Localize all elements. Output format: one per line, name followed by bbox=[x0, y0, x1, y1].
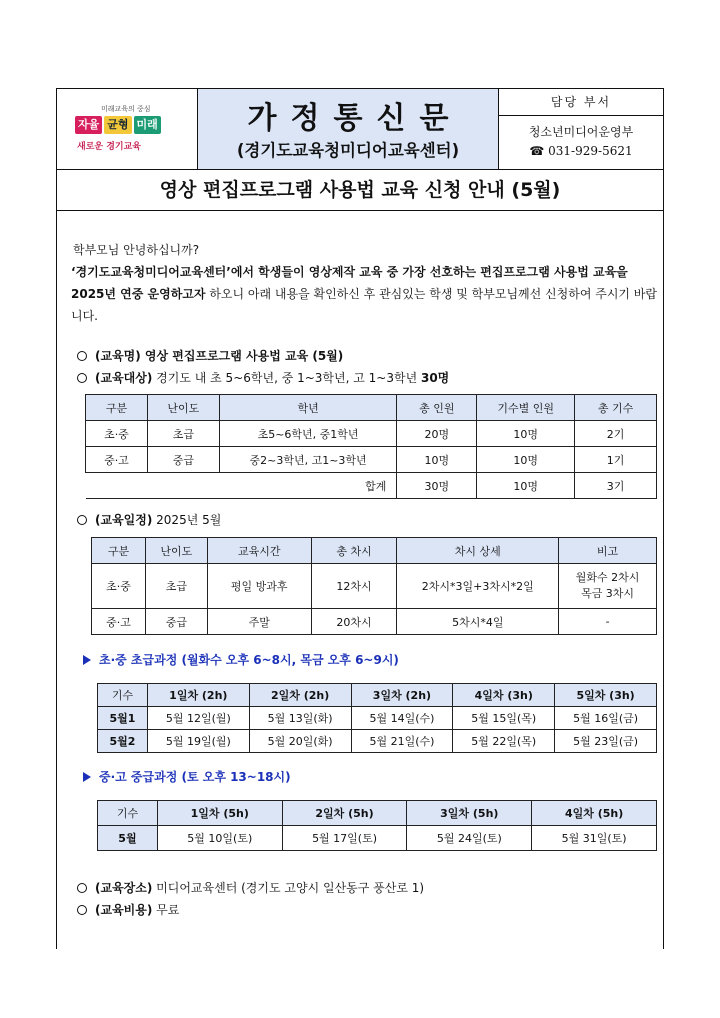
logo-tagline: 미래교육의 중심 bbox=[101, 105, 151, 113]
greeting-text: 학부모님 안녕하십니까? bbox=[73, 243, 200, 257]
column-header: 2일차 (5h) bbox=[282, 801, 407, 826]
table-cell: 5월 15일(목) bbox=[453, 707, 555, 730]
header bbox=[57, 89, 663, 169]
page-subtitle: (경기도교육청미디어교육센터) bbox=[236, 141, 460, 160]
table-cell: 5월1 bbox=[98, 707, 148, 730]
course-title-middle-high bbox=[83, 768, 291, 785]
table-cell: 2기 bbox=[575, 421, 657, 447]
column-header: 차시 상세 bbox=[397, 538, 559, 564]
column-header: 기수별 인원 bbox=[477, 395, 575, 421]
item-label: (교육대상) bbox=[95, 371, 153, 385]
column-header: 비고 bbox=[559, 538, 657, 564]
department-phone: ☎ 031-929-5621 bbox=[529, 144, 633, 158]
table-header-row bbox=[98, 684, 657, 707]
table-cell: 5월 23일(금) bbox=[555, 730, 657, 753]
circle-bullet-icon bbox=[77, 373, 87, 383]
table-row bbox=[98, 707, 657, 730]
course-title-text: 초·중 초급과정 (월화수 오후 6~8시, 목금 오후 6~9시) bbox=[99, 653, 399, 667]
column-header: 총 인원 bbox=[397, 395, 477, 421]
item-label: (교육명) bbox=[95, 349, 141, 363]
table-cell: 5월 bbox=[98, 826, 158, 851]
table-cell: 5월 10일(토) bbox=[157, 826, 282, 851]
schedule-table bbox=[91, 537, 657, 635]
item-count: 30명 bbox=[420, 371, 450, 385]
item-value: 2025년 5월 bbox=[152, 513, 222, 527]
column-header: 총 차시 bbox=[311, 538, 397, 564]
item-label: (교육일정) bbox=[95, 513, 153, 527]
item-value: 영상 편집프로그램 사용법 교육 (5월) bbox=[140, 349, 344, 363]
column-header: 3일차 (2h) bbox=[351, 684, 453, 707]
column-header: 1일차 (2h) bbox=[147, 684, 249, 707]
item-schedule bbox=[77, 511, 221, 528]
table-cell: 주말 bbox=[207, 609, 311, 635]
item-label: (교육장소) bbox=[95, 881, 153, 895]
logo-words bbox=[75, 116, 161, 134]
circle-bullet-icon bbox=[77, 515, 87, 525]
newsletter-page bbox=[56, 88, 664, 949]
table-cell: - bbox=[559, 609, 657, 635]
table-cell: 중급 bbox=[145, 609, 207, 635]
logo-word: 자율 bbox=[75, 116, 102, 134]
table-header-row bbox=[98, 801, 657, 826]
department-box bbox=[499, 89, 663, 169]
table-cell: 중2~3학년, 고1~3학년 bbox=[219, 447, 397, 473]
column-header: 5일차 (3h) bbox=[555, 684, 657, 707]
table-cell: 5월 24일(토) bbox=[407, 826, 532, 851]
column-header: 2일차 (2h) bbox=[249, 684, 351, 707]
table-cell: 초급 bbox=[145, 564, 207, 609]
table-row bbox=[98, 730, 657, 753]
column-header: 학년 bbox=[219, 395, 397, 421]
table-cell: 초·중 bbox=[92, 564, 146, 609]
table-cell: 5월 13일(화) bbox=[249, 707, 351, 730]
table-row bbox=[92, 564, 657, 609]
table-cell: 3기 bbox=[575, 473, 657, 499]
table-cell: 중급 bbox=[147, 447, 219, 473]
table-cell: 30명 bbox=[397, 473, 477, 499]
item-label: (교육비용) bbox=[95, 903, 153, 917]
triangle-bullet-icon bbox=[83, 772, 91, 782]
logo bbox=[57, 89, 198, 169]
title-box bbox=[198, 89, 499, 169]
table-cell: 5월 22일(목) bbox=[453, 730, 555, 753]
table-cell: 10명 bbox=[477, 447, 575, 473]
table-header-row bbox=[92, 538, 657, 564]
table-cell: 중·고 bbox=[86, 447, 148, 473]
item-value: 무료 bbox=[152, 903, 180, 917]
column-header: 기수 bbox=[98, 801, 158, 826]
course-title-text: 중·고 중급과정 (토 오후 13~18시) bbox=[99, 770, 291, 784]
table-cell: 5월 20일(화) bbox=[249, 730, 351, 753]
table-cell: 20차시 bbox=[311, 609, 397, 635]
column-header: 4일차 (5h) bbox=[532, 801, 657, 826]
table-cell: 초·중 bbox=[86, 421, 148, 447]
column-header: 총 기수 bbox=[575, 395, 657, 421]
table-row bbox=[86, 447, 657, 473]
table-cell: 12차시 bbox=[311, 564, 397, 609]
table-cell: 평일 방과후 bbox=[207, 564, 311, 609]
item-cost bbox=[77, 901, 179, 918]
course-title-elementary bbox=[83, 651, 399, 668]
item-value: 미디어교육센터 (경기도 고양시 일산동구 풍산로 1) bbox=[152, 881, 425, 895]
target-table bbox=[85, 394, 657, 499]
notice-banner: 영상 편집프로그램 사용법 교육 신청 안내 (5월) bbox=[57, 169, 663, 211]
table-cell: 10명 bbox=[477, 473, 575, 499]
table-cell: 5차시*4일 bbox=[397, 609, 559, 635]
greeting bbox=[71, 239, 661, 261]
column-header: 구분 bbox=[86, 395, 148, 421]
table-cell: 5월 17일(토) bbox=[282, 826, 407, 851]
table-cell: 5월 21일(수) bbox=[351, 730, 453, 753]
department-label: 담당 부서 bbox=[499, 89, 663, 116]
logo-word: 미래 bbox=[134, 116, 161, 134]
table-cell: 5월 14일(수) bbox=[351, 707, 453, 730]
column-header: 1일차 (5h) bbox=[157, 801, 282, 826]
table-cell: 10명 bbox=[477, 421, 575, 447]
table-cell: 5월2 bbox=[98, 730, 148, 753]
table-cell: 20명 bbox=[397, 421, 477, 447]
table-cell: 5월 19일(월) bbox=[147, 730, 249, 753]
course-middle-high-table bbox=[97, 800, 657, 851]
table-cell: 5월 12일(월) bbox=[147, 707, 249, 730]
column-header: 난이도 bbox=[147, 395, 219, 421]
intro-paragraph bbox=[71, 261, 661, 327]
table-row bbox=[98, 826, 657, 851]
column-header: 난이도 bbox=[145, 538, 207, 564]
item-target bbox=[77, 369, 449, 386]
item-value: 경기도 내 초 5~6학년, 중 1~3학년, 고 1~3학년 bbox=[152, 371, 421, 385]
table-row bbox=[86, 421, 657, 447]
department-name: 청소년미디어운영부 bbox=[528, 125, 634, 139]
column-header: 4일차 (3h) bbox=[453, 684, 555, 707]
table-total-row bbox=[86, 473, 657, 499]
table-cell: 월화수 2차시 목금 3차시 bbox=[559, 564, 657, 609]
table-cell: 초5~6학년, 중1학년 bbox=[219, 421, 397, 447]
item-course-name bbox=[77, 347, 343, 364]
circle-bullet-icon bbox=[77, 351, 87, 361]
intro-rest: 하오니 아래 내용을 확인하신 후 관심있는 학생 및 학부모님께선 신청하여 주시기 바랍니다. bbox=[71, 287, 657, 323]
circle-bullet-icon bbox=[77, 905, 87, 915]
logo-subtitle: 새로운 경기교육 bbox=[77, 142, 141, 152]
table-row bbox=[92, 609, 657, 635]
circle-bullet-icon bbox=[77, 883, 87, 893]
page-title: 가정통신문 bbox=[247, 101, 463, 136]
course-elementary-table bbox=[97, 683, 657, 753]
table-cell: 초급 bbox=[147, 421, 219, 447]
table-header-row bbox=[86, 395, 657, 421]
total-label: 합계 bbox=[86, 473, 397, 499]
item-place bbox=[77, 879, 424, 896]
column-header: 구분 bbox=[92, 538, 146, 564]
table-cell: 5월 16일(금) bbox=[555, 707, 657, 730]
table-cell: 2차시*3일+3차시*2일 bbox=[397, 564, 559, 609]
triangle-bullet-icon bbox=[83, 655, 91, 665]
table-cell: 1기 bbox=[575, 447, 657, 473]
table-cell: 중·고 bbox=[92, 609, 146, 635]
intro-bold: ‘경기도교육청미디어교육센터’에서 학생들이 영상제작 교육 중 가장 선호하는 편집프로그램 사용법 교육을 2025년 연중 운영하고자 bbox=[71, 265, 628, 301]
column-header: 교육시간 bbox=[207, 538, 311, 564]
table-cell: 5월 31일(토) bbox=[532, 826, 657, 851]
table-cell: 10명 bbox=[397, 447, 477, 473]
logo-word: 균형 bbox=[104, 116, 131, 134]
column-header: 3일차 (5h) bbox=[407, 801, 532, 826]
column-header: 기수 bbox=[98, 684, 148, 707]
